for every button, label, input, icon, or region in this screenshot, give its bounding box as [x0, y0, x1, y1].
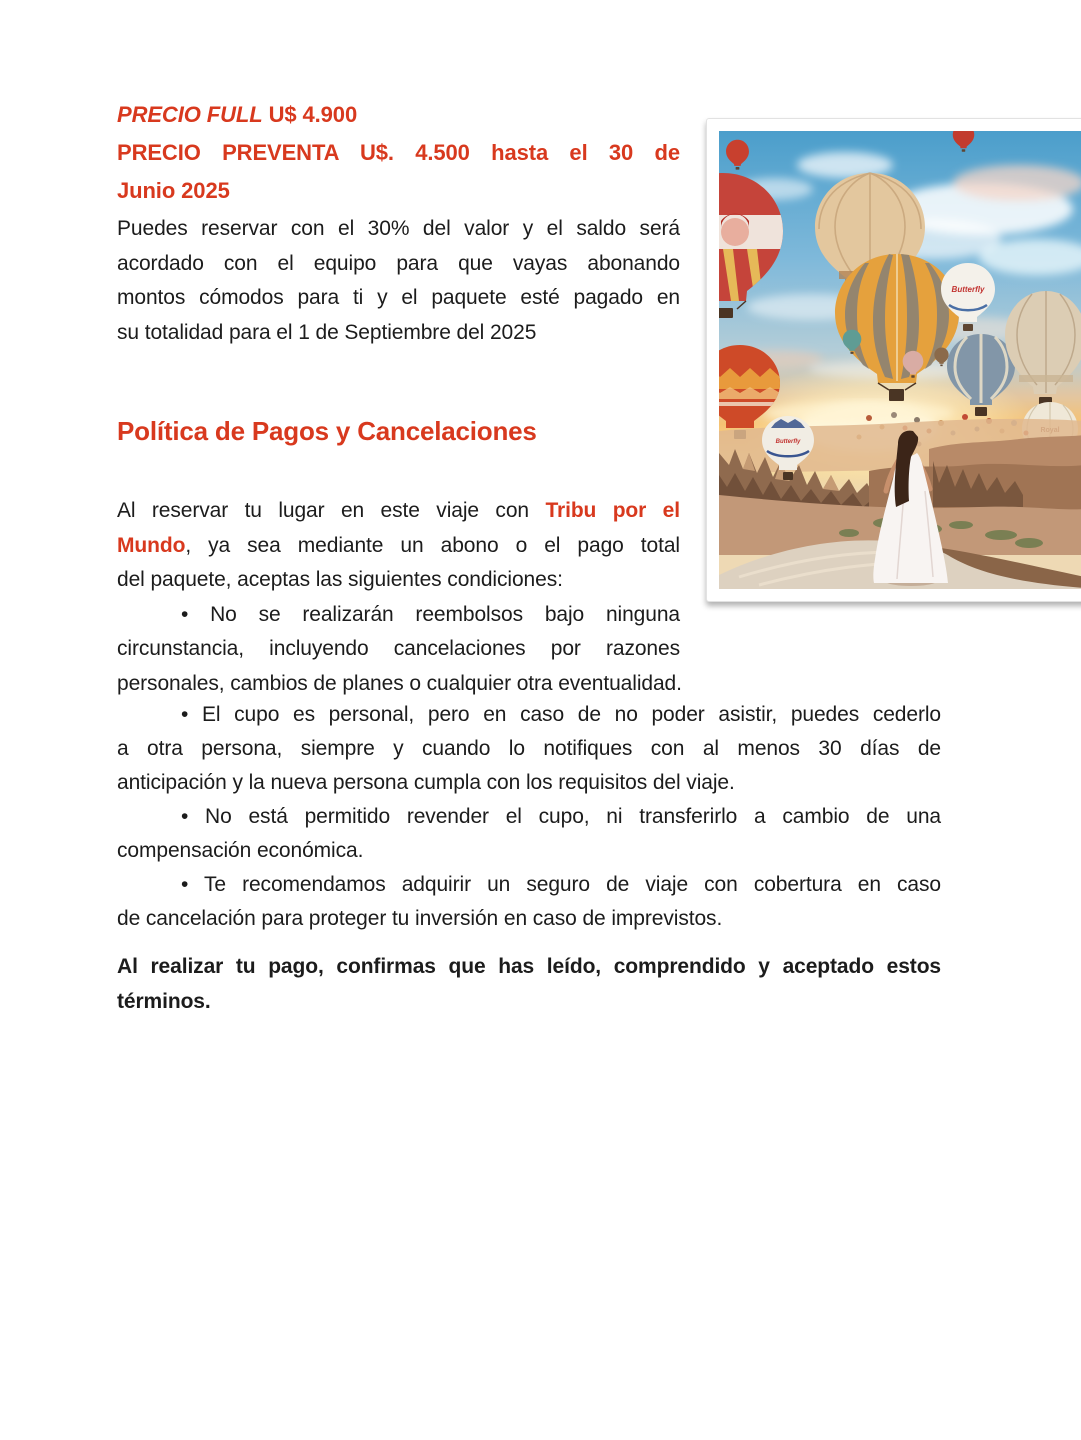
text-line: Puedes reservar con el 30% del valor y el saldo será [117, 217, 680, 240]
bullet-line: • No está permitido revender el cupo, ni transferirlo a cambio de una [181, 805, 941, 828]
text-line: circunstancia, incluyendo cancelaciones por razones [117, 637, 680, 660]
policy-bullets [117, 698, 941, 936]
balloon-brand-text: Butterfly [951, 285, 985, 294]
text-line: del paquete, aceptas las siguientes condiciones: [117, 568, 563, 591]
bullet-line: • El cupo es personal, pero en caso de no poder asistir, puedes cederlo [181, 703, 941, 726]
text-line: anticipación y la nueva persona cumpla con los requisitos del viaje. [117, 771, 735, 794]
price-full-line [117, 96, 680, 134]
text-line: Al realizar tu pago, confirmas que has leído, comprendido y aceptado estos [117, 955, 941, 978]
price-full-label: PRECIO FULL [117, 102, 263, 127]
cappadocia-balloons-photo [719, 131, 1081, 589]
text-line: compensación económica. [117, 839, 364, 862]
pricing-headline [117, 96, 680, 210]
policy-heading: Política de Pagos y Cancelaciones [117, 416, 537, 446]
text-line: acordado con el equipo para que vayas abonando [117, 251, 680, 275]
text-line: su totalidad para el 1 de Septiembre del 2025 [117, 320, 537, 344]
text-line [117, 529, 680, 564]
text-line: a otra persona, siempre y cuando lo notifiques con al menos 30 días de [117, 737, 941, 760]
photo-frame [706, 118, 1081, 602]
text-line [117, 494, 680, 529]
text-line: montos cómodos para ti y el paquete esté pagado en [117, 286, 680, 309]
price-preventa-line2: Junio 2025 [117, 178, 230, 203]
text-line: personales, cambios de planes o cualquier otra eventualidad. [117, 671, 682, 695]
brand-name: Tribu por el [545, 499, 680, 522]
intro-text: , ya sea mediante un abono o el pago total [185, 533, 680, 557]
bullet-line: • No se realizarán reembolsos bajo ninguna [181, 602, 680, 626]
price-full-value: U$ 4.900 [262, 102, 358, 127]
brand-name: Mundo [117, 533, 186, 557]
bullet-line: • Te recomendamos adquirir un seguro de viaje con cobertura en caso [181, 873, 941, 896]
intro-text: Al reservar tu lugar en este viaje con [117, 499, 546, 522]
text-line: términos. [117, 989, 211, 1013]
closing-statement [117, 950, 941, 1019]
text-line: de cancelación para proteger tu inversión en caso de imprevistos. [117, 907, 723, 930]
price-preventa-line: PRECIO PREVENTA U$. 4.500 hasta el 30 de [117, 140, 680, 165]
balloon-brand-text: Butterfly [775, 439, 801, 445]
reservation-paragraph [117, 212, 680, 350]
